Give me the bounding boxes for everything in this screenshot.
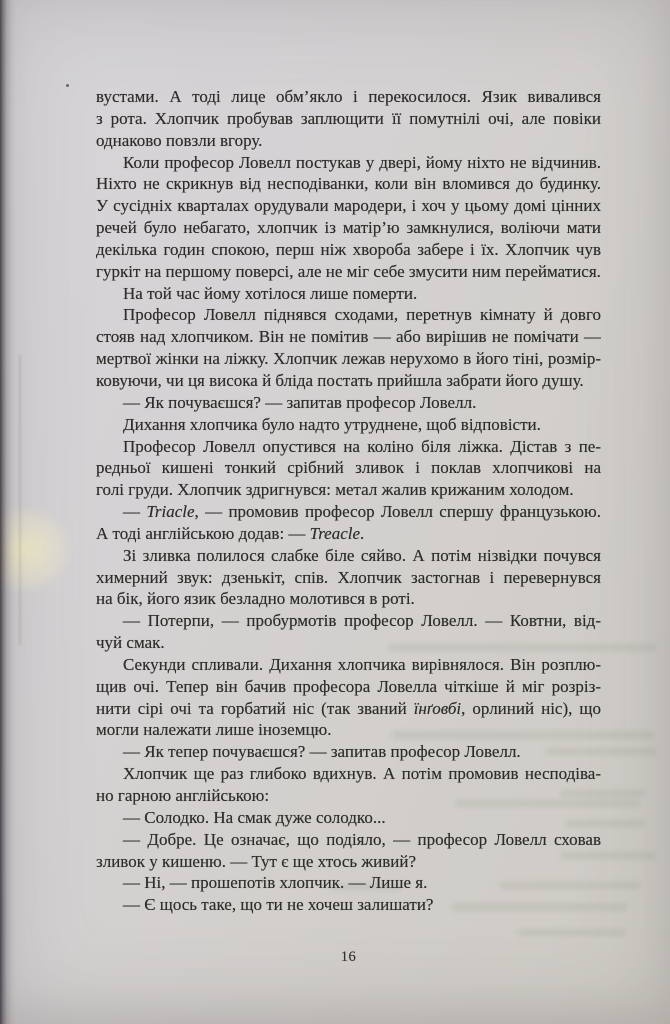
text-segment: декілька годин спокою, перш ніж хвороба забере і їх. Хлопчик чув xyxy=(96,239,601,259)
text-segment: Хлопчик ще раз глибоко вдихнув. А потім промовив несподіва- xyxy=(123,764,601,784)
text-line xyxy=(96,851,601,873)
text-line xyxy=(96,894,601,916)
text-line xyxy=(96,807,601,829)
text-segment: гуркіт на першому поверсі, але не міг себе змусити ним перейматися. xyxy=(96,261,601,281)
text-line xyxy=(96,785,601,807)
italic-text-segment: Triacle xyxy=(146,502,195,522)
text-line xyxy=(96,501,601,523)
text-line xyxy=(96,436,601,458)
text-segment: Зі зливка полилося слабке біле сяйво. А потім нізвідки почувся xyxy=(123,545,601,565)
text-segment: У сусідніх кварталах орудували мародери, і хоч у цьому домі цінних xyxy=(96,196,601,216)
text-line xyxy=(96,414,601,436)
text-line xyxy=(96,763,601,785)
text-segment: — Як почуваєшся? — запитав професор Ловелл. xyxy=(123,392,477,412)
text-segment: голі груди. Хлопчик здригнувся: метал жалив крижаним холодом. xyxy=(96,480,574,500)
page-number: 16 xyxy=(340,949,357,965)
text-line xyxy=(96,304,601,326)
text-line xyxy=(96,545,601,567)
text-segment: ковуючи, чи ця висока й бліда постать прийшла забрати його душу. xyxy=(96,370,584,390)
text-line xyxy=(96,872,601,894)
text-segment: — xyxy=(123,502,147,522)
text-segment: редньої кишені тонкий срібний зливок і поклав хлопчикові на xyxy=(96,458,601,478)
text-segment: Дихання хлопчика було надто утруднене, щоб відповісти. xyxy=(123,414,541,434)
text-segment: Професор Ловелл опустився на коліно біля ліжка. Дістав з пе- xyxy=(123,436,601,456)
text-segment: стояв над хлопчиком. Він не помітив — або вирішив не помічати — xyxy=(96,327,601,347)
text-line xyxy=(96,698,601,720)
text-line xyxy=(96,610,601,632)
text-segment: однаково повзли вгору. xyxy=(96,130,263,150)
text-line xyxy=(96,588,601,610)
text-segment: Ніхто не скрикнув від несподіванки, коли він вломився до будинку. xyxy=(96,174,601,194)
text-segment: — Є щось таке, що ти не хочеш залишати? xyxy=(123,895,434,915)
text-line xyxy=(96,479,601,501)
text-segment: , орлиний ніс), що xyxy=(461,698,601,718)
text-segment: з рота. Хлопчик пробував заплющити її помутнілі очі, але повіки xyxy=(96,108,601,128)
text-segment: — Солодко. На смак дуже солодко... xyxy=(123,807,386,827)
text-segment: речей було небагато, хлопчик із матір’ю замкнулися, воліючи мати xyxy=(96,218,601,238)
text-line xyxy=(96,283,601,305)
text-segment: могли належати лише іноземцю. xyxy=(96,720,332,740)
page-crease xyxy=(19,355,21,645)
text-segment: Професор Ловелл піднявся сходами, перетнув кімнату й довго xyxy=(123,305,601,325)
text-segment: но гарною англійською: xyxy=(96,786,270,805)
text-segment: На той час йому хотілося лише померти. xyxy=(123,283,418,303)
text-segment: чуй смак. xyxy=(96,633,165,653)
text-line xyxy=(96,130,601,152)
page-left-edge-shadow xyxy=(0,0,16,1024)
text-segment: на бік, його язик безладно молотився в роті. xyxy=(96,589,415,609)
text-line xyxy=(96,173,601,195)
text-line xyxy=(96,654,601,676)
text-line xyxy=(96,108,601,130)
text-segment: — Ні, — прошепотів хлопчик. — Лише я. xyxy=(123,873,428,893)
page-text xyxy=(96,86,601,916)
text-line xyxy=(96,676,601,698)
text-segment: вустами. А тоді лице обм’якло і перекосилося. Язик вивалився xyxy=(96,87,601,106)
text-line xyxy=(96,239,601,261)
text-segment: зливок у кишеню. — Тут є ще хтось живий? xyxy=(96,851,417,871)
text-line xyxy=(96,326,601,348)
text-line xyxy=(96,632,601,654)
text-line xyxy=(96,86,601,108)
text-line xyxy=(96,457,601,479)
text-line xyxy=(96,261,601,283)
text-line xyxy=(96,567,601,589)
text-segment: — Як тепер почуваєшся? — запитав професор Ловелл. xyxy=(123,742,521,762)
text-segment: щив очі. Тепер він бачив професора Ловелла чіткіше й міг розріз- xyxy=(96,676,601,696)
text-segment: . xyxy=(360,523,365,543)
italic-text-segment: Treacle xyxy=(309,523,361,543)
showthrough-mark xyxy=(518,929,626,936)
text-line xyxy=(96,392,601,414)
text-line xyxy=(96,152,601,174)
text-segment: — Потерпи, — пробурмотів професор Ловелл. — Ковтни, від- xyxy=(123,611,601,631)
lens-flare xyxy=(0,492,88,607)
text-line xyxy=(96,370,601,392)
text-segment: Секунди спливали. Дихання хлопчика вирівнялося. Він розплю- xyxy=(123,654,601,674)
text-line xyxy=(96,195,601,217)
text-segment: химерний звук: дзенькіт, спів. Хлопчик застогнав і перевернувся xyxy=(96,567,601,587)
text-line xyxy=(96,829,601,851)
text-segment: Коли професор Ловелл постукав у двері, йому ніхто не відчинив. xyxy=(123,152,601,172)
text-line xyxy=(96,217,601,239)
text-segment: А тоді англійською додав: — xyxy=(96,523,310,543)
text-segment: — Добре. Це означає, що подіяло, — професор Ловелл сховав xyxy=(123,829,601,849)
italic-text-segment: їнґовбі xyxy=(413,698,462,718)
text-segment: мертвої жінки на ліжку. Хлопчик лежав нерухомо в його тіні, розмір- xyxy=(96,349,601,369)
text-line xyxy=(96,348,601,370)
text-segment: нити сірі очі та горбатий ніс (так званий xyxy=(96,698,414,718)
text-line xyxy=(96,523,601,545)
text-line xyxy=(96,719,601,741)
text-line xyxy=(96,741,601,763)
text-segment: , — промовив професор Ловелл спершу французькою. xyxy=(194,502,601,522)
dust-speck xyxy=(66,84,69,87)
